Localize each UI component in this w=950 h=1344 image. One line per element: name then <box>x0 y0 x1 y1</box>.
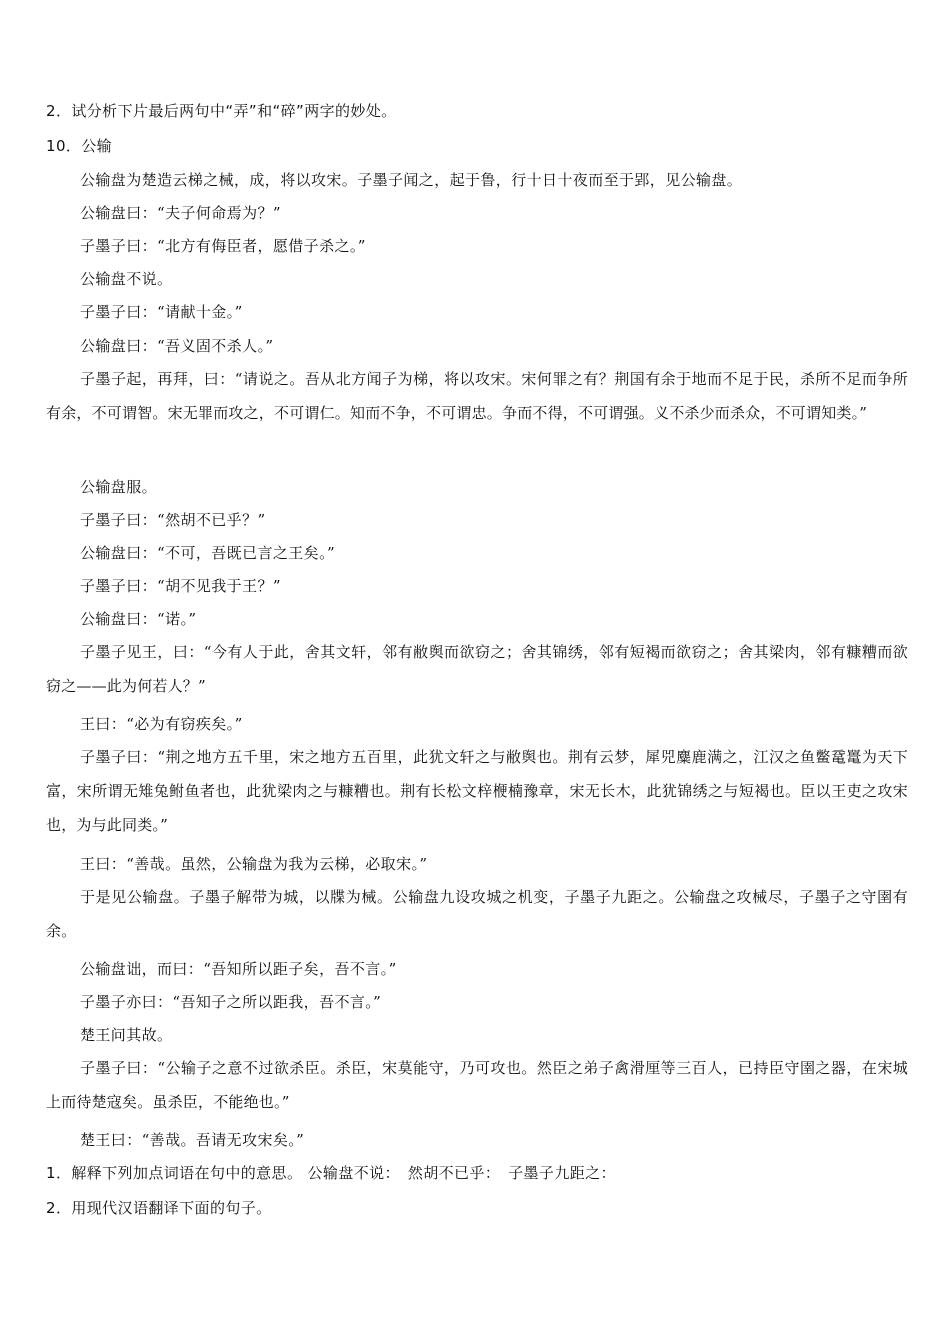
passage-paragraph: 公输盘服。 <box>80 478 158 496</box>
passage-paragraph: 公输盘曰：“诺。” <box>80 610 197 628</box>
passage-paragraph: 子墨子曰：“北方有侮臣者，愿借子杀之。” <box>80 237 366 255</box>
passage-paragraph: 王曰：“必为有窃疾矣。” <box>80 715 243 733</box>
section-title: 10．公输 <box>46 137 113 155</box>
passage-paragraph: 子墨子曰：“胡不见我于王？” <box>80 577 281 595</box>
passage-paragraph: 子墨子见王，曰：“今有人于此，舍其文轩，邻有敝舆而欲窃之；舍其锦绣，邻有短褐而欲窃之；舍其梁肉，邻有糠糟而欲窃之——此为何若人？” <box>46 643 908 695</box>
passage-paragraph: 楚王问其故。 <box>80 1026 173 1044</box>
passage-paragraph: 公输盘不说。 <box>80 270 173 288</box>
passage-paragraph: 公输盘为楚造云梯之械，成，将以攻宋。子墨子闻之，起于鲁，行十日十夜而至于郢，见公输盘。 <box>80 171 743 189</box>
question-2: 2．用现代汉语翻译下面的句子。 <box>46 1199 272 1217</box>
passage-paragraph: 子墨子曰：“公输子之意不过欲杀臣。杀臣，宋莫能守，乃可攻也。然臣之弟子禽滑厘等三百人，已持臣守圉之器，在宋城上而待楚寇矣。虽杀臣，不能绝也。” <box>46 1059 908 1111</box>
passage-paragraph: 楚王曰：“善哉。吾请无攻宋矣。” <box>80 1131 305 1149</box>
passage-paragraph: 王曰：“善哉。虽然，公输盘为我为云梯，必取宋。” <box>80 855 428 873</box>
question-1: 1．解释下列加点词语在句中的意思。 公输盘不说： 然胡不已乎： 子墨子九距之： <box>46 1164 616 1182</box>
question-2-previous: 2．试分析下片最后两句中“弄”和“碎”两字的妙处。 <box>46 102 397 120</box>
passage-paragraph: 于是见公输盘。子墨子解带为城，以牒为械。公输盘九设攻城之机变，子墨子九距之。公输盘之攻械尽，子墨子之守圉有余。 <box>46 888 908 940</box>
passage-paragraph: 子墨子曰：“荆之地方五千里，宋之地方五百里，此犹文轩之与敝舆也。荆有云梦，犀兕麋鹿满之，江汉之鱼鳖鼋鼍为天下富，宋所谓无雉兔鲋鱼者也，此犹梁肉之与糠糟也。荆有长松文梓楩楠豫章，宋无长木，此犹锦绣之与短褐也。臣以王吏之攻宋也，为与此同类。” <box>46 748 908 834</box>
passage-paragraph: 公输盘曰：“不可，吾既已言之王矣。” <box>80 544 336 562</box>
passage-paragraph: 子墨子起，再拜，曰：“请说之。吾从北方闻子为梯，将以攻宋。宋何罪之有？荆国有余于地而不足于民，杀所不足而争所有余，不可谓智。宋无罪而攻之，不可谓仁。知而不争，不可谓忠。争而不得，不可谓强。义不杀少而杀众，不可谓知类。” <box>46 370 908 422</box>
passage-paragraph: 公输盘曰：“吾义固不杀人。” <box>80 337 274 355</box>
passage-paragraph: 子墨子亦曰：“吾知子之所以距我，吾不言。” <box>80 993 382 1011</box>
passage-paragraph: 子墨子曰：“请献十金。” <box>80 303 243 321</box>
passage-paragraph: 公输盘诎，而曰：“吾知所以距子矣，吾不言。” <box>80 960 397 978</box>
passage-paragraph: 公输盘曰：“夫子何命焉为？” <box>80 204 281 222</box>
passage-paragraph: 子墨子曰：“然胡不已乎？” <box>80 511 266 529</box>
